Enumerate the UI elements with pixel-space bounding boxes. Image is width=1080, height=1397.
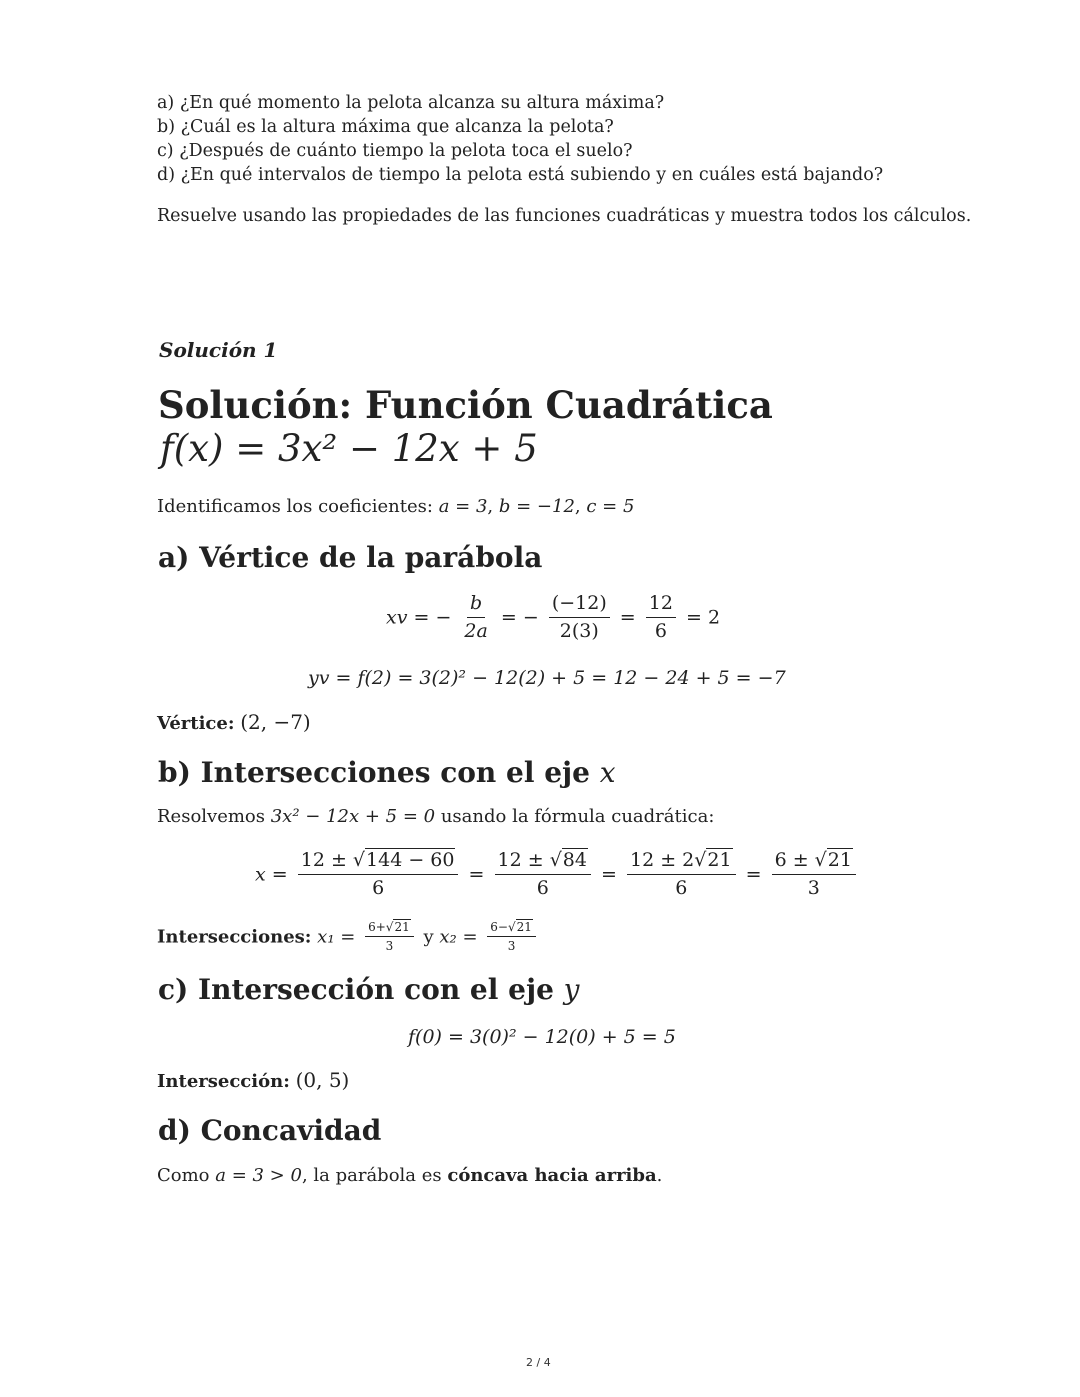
y-intersection-line [157, 1068, 349, 1092]
section-b-title: b) Intersecciones con el eje [158, 756, 590, 789]
question-b: b) ¿Cuál es la altura máxima que alcanza la pelota? [157, 117, 614, 137]
vertex-y-formula: yv = f(2) = 3(2)² − 12(2) + 5 = 12 − 24 + 5 = −7 [308, 667, 786, 689]
frac-den: 3 [807, 876, 820, 899]
frac-den: 3 [507, 939, 516, 954]
section-c-title: c) Intersección con el eje [158, 973, 554, 1006]
frac-den: 2a [464, 619, 488, 642]
fraction-3 [627, 849, 736, 900]
concavity-line [157, 1165, 662, 1186]
section-c-var: y [563, 973, 580, 1006]
intro-pre: Resolvemos [157, 806, 265, 827]
frac-num: 12 ± √84 [495, 849, 591, 875]
intersection-value: (0, 5) [295, 1068, 350, 1092]
frac-num: 6 ± √21 [772, 849, 856, 875]
frac-den: 6 [654, 619, 667, 642]
fraction-1 [298, 849, 459, 900]
x2-lhs: x₂ = [439, 926, 478, 948]
fraction-4 [772, 849, 856, 900]
question-c: c) ¿Después de cuánto tiempo la pelota toca el suelo? [157, 141, 633, 161]
fraction-2 [495, 849, 591, 900]
frac-num: b [467, 592, 485, 618]
concavity-pre: Como [157, 1165, 210, 1186]
fraction-12-over-6 [646, 592, 676, 643]
frac-num: 12 ± 2√21 [627, 849, 736, 875]
frac-den: 3 [385, 939, 394, 954]
concavity-end: . [656, 1165, 663, 1186]
frac-num: 6+√21 [365, 920, 414, 937]
coefficients-line: Identificamos los coeficientes: a = 3, b = −12, c = 5 [157, 496, 635, 517]
x-lhs: x = [255, 863, 288, 886]
concavity-mid: , la parábola es [301, 1165, 442, 1186]
f0-formula: f(0) = 3(0)² − 12(0) + 5 = 5 [408, 1026, 676, 1048]
question-a: a) ¿En qué momento la pelota alcanza su altura máxima? [157, 93, 665, 113]
intersections-line [157, 920, 540, 954]
vertex-label: Vértice: [157, 713, 235, 734]
page-number: 2 / 4 [526, 1356, 551, 1369]
intro-post: usando la fórmula cuadrática: [440, 806, 715, 827]
solution-label: Solución 1 [159, 338, 278, 362]
fraction-b-over-2a [461, 592, 490, 643]
frac-den: 2(3) [559, 619, 599, 642]
frac-num: 6−√21 [487, 920, 536, 937]
section-b-heading [158, 756, 616, 789]
vertex-line [157, 710, 311, 734]
function-formula: f(x) = 3x² − 12x + 5 [160, 427, 538, 470]
section-b-var: x [599, 756, 616, 789]
coef-b: b = −12 [498, 496, 575, 517]
coef-c: c = 5 [586, 496, 635, 517]
conj: y [423, 926, 434, 948]
intersection-label: Intersección: [157, 1071, 290, 1092]
question-d: d) ¿En qué intervalos de tiempo la pelota está subiendo y en cuáles está bajando? [157, 165, 884, 185]
section-c-heading [158, 973, 579, 1006]
concavity-condition: a = 3 > 0 [215, 1165, 302, 1186]
frac-den: 6 [675, 876, 688, 899]
x1-lhs: x₁ = [317, 926, 356, 948]
frac-den: 6 [536, 876, 549, 899]
vertex-value: (2, −7) [240, 710, 311, 734]
section-d-heading: d) Concavidad [158, 1114, 382, 1147]
concavity-result: cóncava hacia arriba [447, 1165, 657, 1186]
frac-den: 6 [372, 876, 385, 899]
frac-num: (−12) [549, 592, 610, 618]
xv-lhs: xv = − [386, 606, 452, 629]
x1-fraction [365, 920, 414, 954]
quadratic-formula: x = $\frac{12 \pm √144 - 60}{6}$ = $\frac{12 \pm √84}{6}$ = $\frac{12 \pm 2√21}{6}$ = $\frac{6 \pm √21}{3}$ [255, 849, 860, 900]
instruction: Resuelve usando las propiedades de las funciones cuadráticas y muestra todos los cálculos. [157, 206, 972, 226]
xv-result: = 2 [686, 606, 721, 629]
page-title: Solución: Función Cuadrática [158, 383, 773, 427]
coefficients-intro: Identificamos los coeficientes: [157, 496, 433, 517]
equation: 3x² − 12x + 5 = 0 [270, 806, 436, 827]
quadratic-intro [157, 806, 714, 827]
x2-fraction [487, 920, 536, 954]
intersections-label: Intersecciones: [157, 926, 312, 948]
section-a-heading: a) Vértice de la parábola [158, 541, 543, 574]
frac-num: 12 ± √144 − 60 [298, 849, 459, 875]
frac-num: 12 [646, 592, 676, 618]
coef-a: a = 3 [438, 496, 488, 517]
vertex-x-formula: xv = − $\frac{b}{2a}$ = − $\frac{(-12)}{2(3)}$ = $\frac{12}{6}$ = 2 [386, 592, 721, 642]
fraction-neg12 [549, 592, 610, 643]
